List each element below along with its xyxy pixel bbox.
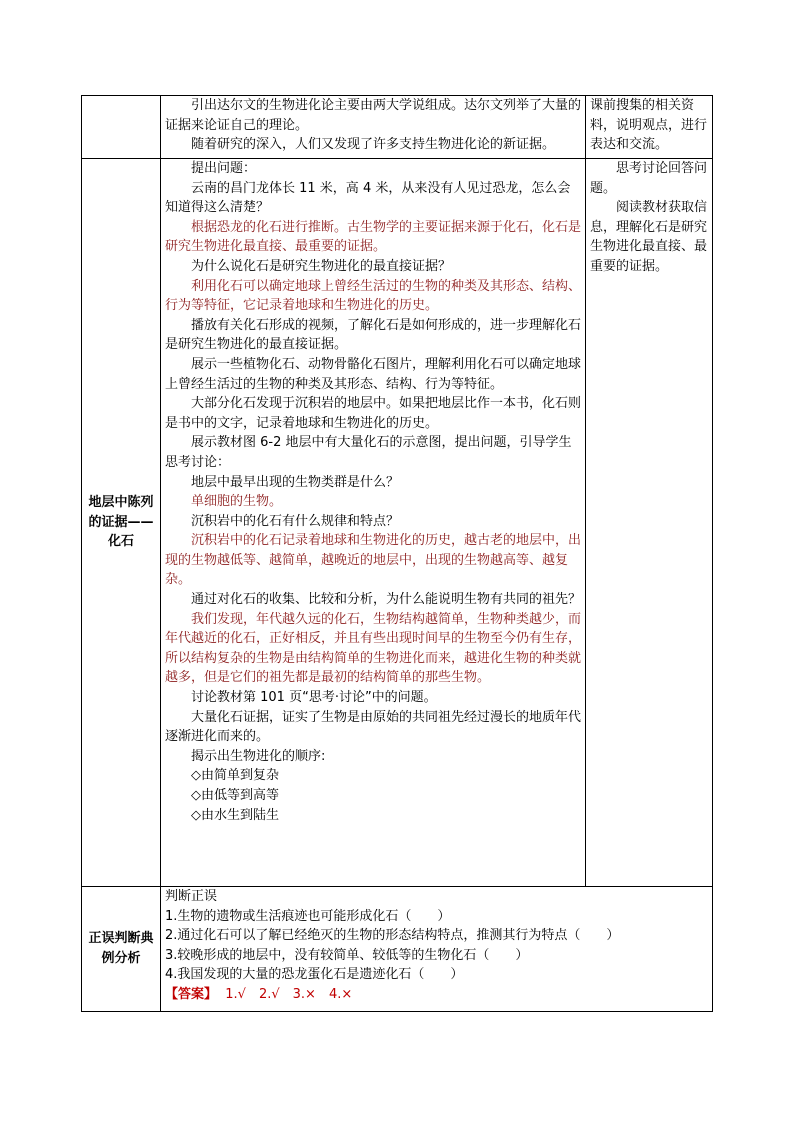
answer-line xyxy=(165,985,708,1005)
row3-content-cell xyxy=(161,887,713,1012)
row1-activity-cell xyxy=(586,96,713,159)
exercise-item: 4.我国发现的大量的恐龙蛋化石是遗迹化石（ ） xyxy=(165,967,464,983)
exercise-item: 2.通过化石可以了解已经绝灭的生物的形态结构特点，推测其行为特点（ ） xyxy=(165,928,620,944)
paragraph: 展示一些植物化石、动物骨骼化石图片，理解利用化石可以确定地球上曾经生活过的生物的种类及其形态、结构、行为等特征。 xyxy=(165,356,582,392)
table-row xyxy=(82,159,713,887)
paragraph: 大量化石证据，证实了生物是由原始的共同祖先经过漫长的地质年代逐渐进化而来的。 xyxy=(165,709,582,745)
answer-paragraph: 根据恐龙的化石进行推断。古生物学的主要证据来源于化石，化石是研究生物进化最直接、最重要的证据。 xyxy=(165,219,582,255)
answer-paragraph: 利用化石可以确定地球上曾经生活过的生物的种类及其形态、结构、行为等特征，它记录着地球和生物进化的历史。 xyxy=(165,278,582,314)
lesson-table xyxy=(81,95,713,1012)
paragraph: 揭示出生物进化的顺序: xyxy=(191,748,326,764)
question-paragraph: 为什么说化石是研究生物进化的最直接证据？ xyxy=(191,258,452,274)
sequence-item: ◇由水生到陆生 xyxy=(191,807,279,823)
question-paragraph: 通过对化石的收集、比较和分析，为什么能说明生物有共同的祖先？ xyxy=(191,592,582,608)
student-activity: 课前搜集的相关资料，说明观点，进行表达和交流。 xyxy=(590,98,708,153)
paragraph: 播放有关化石形成的视频，了解化石是如何形成的，进一步理解化石是研究生物进化的最直接证据。 xyxy=(165,317,582,353)
exercise-item: 1.生物的遗物或生活痕迹也可能形成化石（ ） xyxy=(165,908,451,924)
paragraph: 引出达尔文的生物进化论主要由两大学说组成。达尔文列举了大量的证据来论证自己的理论。 xyxy=(165,98,582,133)
paragraph: 讨论教材第 101 页“思考·讨论”中的问题。 xyxy=(191,690,437,706)
table-row xyxy=(82,887,713,1012)
row2-content-cell xyxy=(161,159,586,887)
sequence-item: ◇由低等到高等 xyxy=(191,788,279,803)
row2-activity-cell xyxy=(586,159,713,887)
exercise-item: 3.较晚形成的地层中，没有较简单、较低等的生物化石（ ） xyxy=(165,947,529,963)
paragraph: 随着研究的深入，人们又发现了许多支持生物进化论的新证据。 xyxy=(191,137,556,153)
paragraph: 展示教材图 6-2 地层中有大量化石的示意图，提出问题，引导学生思考讨论： xyxy=(165,435,572,470)
question-paragraph: 地层中最早出现的生物类群是什么？ xyxy=(191,474,400,490)
exercise-title: 判断正误 xyxy=(165,889,218,904)
paragraph: 提出问题： xyxy=(191,161,257,176)
row1-left-cell xyxy=(82,96,161,159)
answer-values: 1.√ 2.√ 3.× 4.× xyxy=(225,986,353,1002)
question-paragraph: 沉积岩中的化石有什么规律和特点？ xyxy=(191,513,400,529)
answer-paragraph: 我们发现，年代越久远的化石，生物结构越简单，生物种类越少，而年代越近的化石，正好相反，并且有些出现时间早的生物至今仍有生存，所以结构复杂的生物是由结构简单的生物进化而来，越进化生物的种类就越多，但是它们的祖先都是最初的结构简单的那些生物。 xyxy=(165,611,582,686)
answer-paragraph: 沉积岩中的化石记录着地球和生物进化的历史，越古老的地层中，出现的生物越低等、越简单，越晚近的地层中，出现的生物越高等、越复杂。 xyxy=(165,533,582,588)
section-title-judgement: 正误判断典例分析 xyxy=(82,887,161,1012)
paragraph: 大部分化石发现于沉积岩的地层中。如果把地层比作一本书，化石则是书中的文字，记录着地球和生物进化的历史。 xyxy=(165,396,582,431)
sequence-item: ◇由简单到复杂 xyxy=(191,768,279,784)
section-title-fossils: 地层中陈列的证据——化石 xyxy=(82,159,161,887)
table-row xyxy=(82,96,713,159)
row1-content-cell xyxy=(161,96,586,159)
answer-paragraph: 单细胞的生物。 xyxy=(191,494,283,510)
student-activity: 思考讨论回答问题。 xyxy=(590,161,708,196)
answer-label: 【答案】 xyxy=(165,986,218,1002)
paragraph: 云南的昌门龙体长 11 米，高 4 米，从来没有人见过恐龙，怎么会知道得这么清楚？ xyxy=(165,180,571,216)
student-activity: 阅读教材获取信息，理解化石是研究生物进化最直接、最重要的证据。 xyxy=(590,200,708,274)
